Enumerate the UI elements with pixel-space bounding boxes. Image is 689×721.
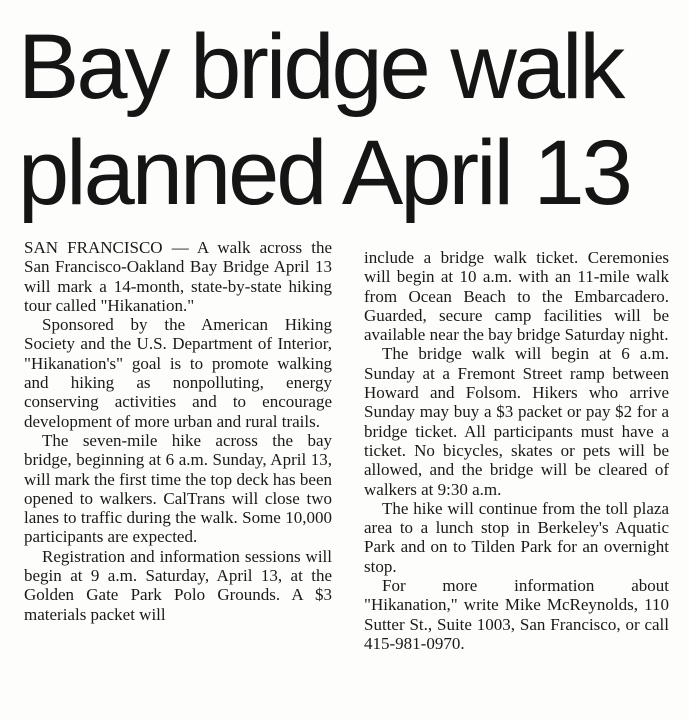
right-column — [364, 248, 669, 653]
paragraph-ceremonies: include a bridge walk ticket. Ceremonies will begin at 10 a.m. with an 11-mile walk from Ocean Beach to the Embarcadero. Guarded, secure camp facilities will be available near the bay bridge Saturday night. — [364, 248, 669, 345]
paragraph-dateline: SAN FRANCISCO — A walk across the San Francisco-Oakland Bay Bridge April 13 will mark a 14-month, state-by-state hiking tour called "Hikanation." — [24, 238, 332, 315]
paragraph-bridge-walk: The bridge walk will begin at 6 a.m. Sunday at a Fremont Street ramp between Howard and Folsom. Hikers who arrive Sunday may buy a $3 packet or pay $2 for a bridge ticket. All participants must have a ticket. No bicycles, skates or pets will be allowed, and the bridge will be cleared of walkers at 9:30 a.m. — [364, 344, 669, 499]
headline-line-1: Bay bridge walk — [18, 16, 623, 118]
paragraph-contact: For more information about "Hikanation," write Mike McReynolds, 110 Sutter St., Suite 1003, San Francisco, or call 415-981-0970. — [364, 576, 669, 653]
paragraph-hike: The seven-mile hike across the bay bridge, beginning at 6 a.m. Sunday, April 13, will mark the first time the top deck has been opened to walkers. CalTrans will close two lanes to traffic during the walk. Some 10,000 participants are expected. — [24, 430, 332, 547]
left-column — [24, 238, 332, 624]
headline — [18, 14, 678, 226]
paragraph-continue: The hike will continue from the toll plaza area to a lunch stop in Berkeley's Aquatic Park and on to Tilden Park for an overnight stop. — [364, 498, 669, 576]
headline-line-2: planned April 13 — [18, 122, 630, 224]
paragraph-registration: Registration and information sessions will begin at 9 a.m. Saturday, April 13, at the Golden Gate Park Polo Grounds. A $3 materials packet will — [24, 546, 332, 624]
paragraph-sponsor: Sponsored by the American Hiking Society and the U.S. Department of Interior, "Hikanation's" goal is to promote walking and hiking as nonpolluting, energy conserving activities and to encourage development of more urban and rural trails. — [24, 315, 332, 431]
